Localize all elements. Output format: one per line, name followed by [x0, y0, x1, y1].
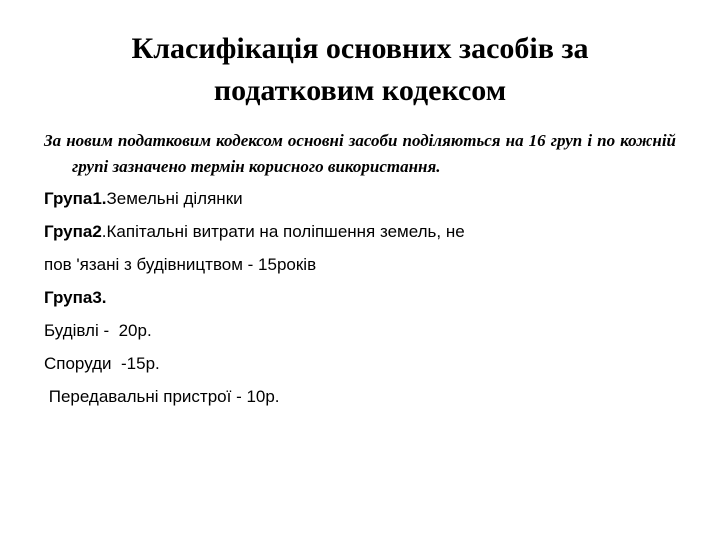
title-line-2: податковим кодексом [213, 74, 507, 107]
group-1-line [44, 188, 676, 210]
group-2-text: .Капітальні витрати на поліпшення земель, не [101, 222, 465, 241]
slide-body [44, 128, 676, 419]
item-structures: Споруди -15р. [44, 354, 160, 373]
title-line-1: Класифікація основних засобів за [131, 32, 589, 65]
slide-title [60, 28, 660, 112]
item-transmission-devices: Передавальні пристрої - 10р. [44, 387, 280, 406]
intro-paragraph: За новим податковим кодексом основні засоби поділяються на 16 груп і по кожній групі зазначено термін корисного використання. [44, 131, 676, 176]
group-3-label: Група3. [44, 288, 107, 307]
group-1-text: Земельні ділянки [106, 189, 243, 208]
item-buildings: Будівлі - 20р. [44, 321, 152, 340]
group-1-label: Група1. [44, 189, 107, 208]
group-2-line [44, 221, 676, 243]
group-2-label: Група2 [44, 222, 102, 241]
group-2-continuation: пов 'язані з будівництвом - 15років [44, 255, 317, 274]
